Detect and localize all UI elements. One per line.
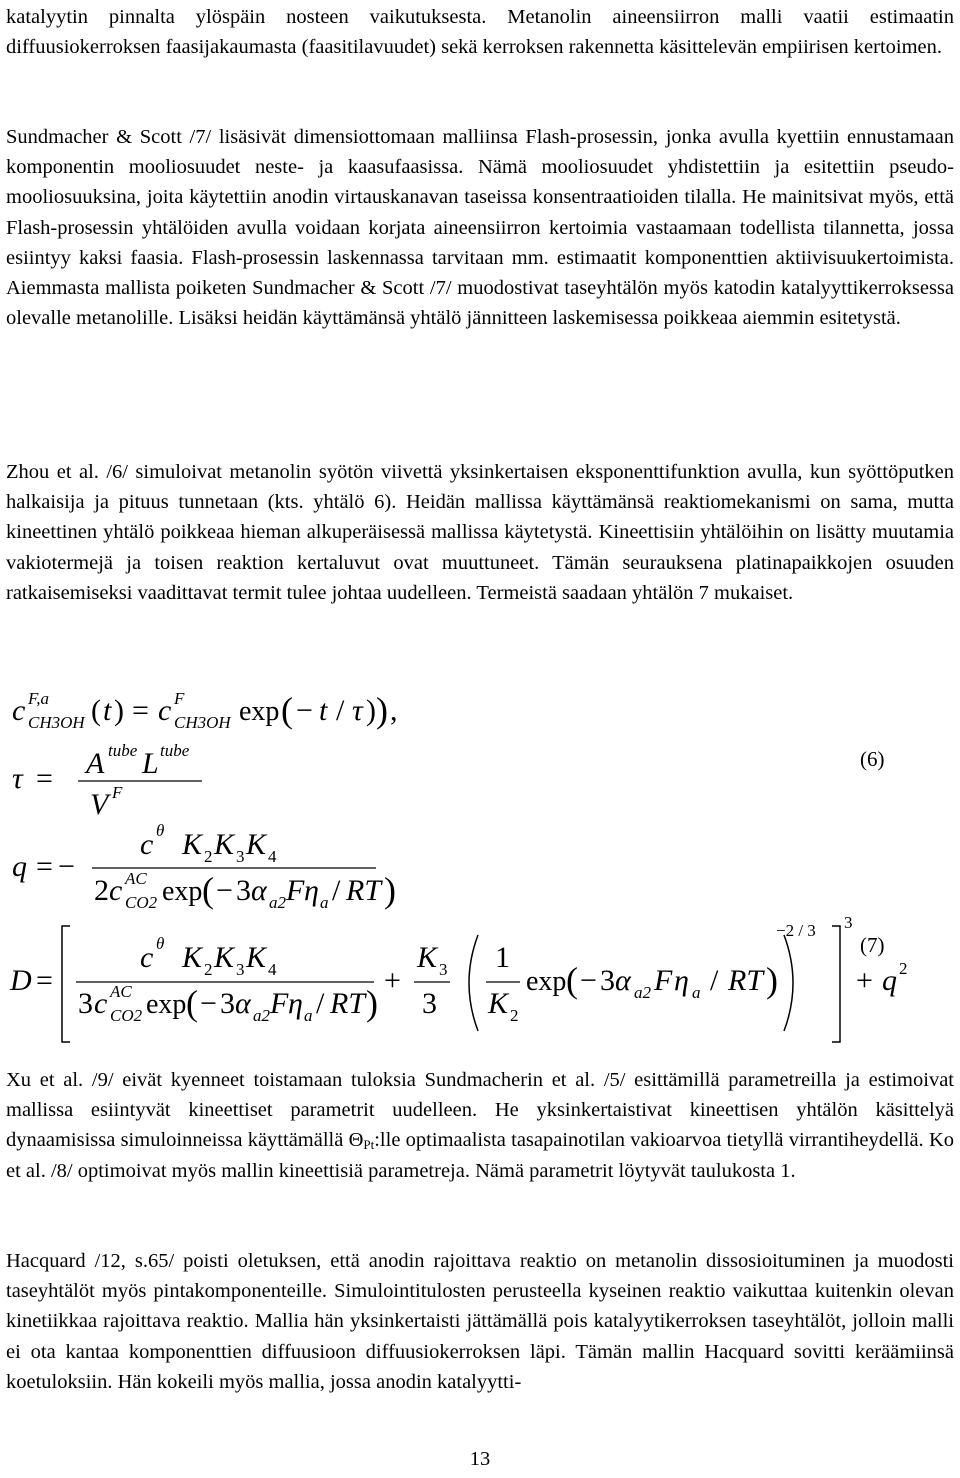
eq7-q-num-c: c: [140, 828, 154, 861]
eq6-number: (6): [860, 747, 885, 771]
eq7-D-K3-den-3: 3: [422, 987, 437, 1020]
eq6-paren-open: (: [91, 694, 101, 727]
eq7-number: (7): [860, 933, 885, 957]
eq7-D-K3-num: K: [417, 941, 438, 974]
eq7-D-K2-den: K: [488, 987, 509, 1020]
eq7-D-num-sub4: 4: [268, 960, 277, 979]
eq7-D-den-sub-a: a: [304, 1006, 313, 1025]
eq7-D-exp2-sub-a: a: [692, 983, 701, 1002]
eq6-equals-2: =: [36, 762, 53, 795]
eq6-L: L: [142, 747, 159, 780]
eq7-q-den-sub-CO2: CO2: [125, 893, 158, 912]
eq7-D-exp2-minus: −: [580, 964, 597, 997]
eq7-D-num-sub3: 3: [236, 960, 245, 979]
eq7-q-equals: =: [36, 850, 53, 883]
equation-7-q: [12, 821, 396, 912]
eq7-q-minus: −: [58, 850, 75, 883]
eq6-slash: /: [336, 694, 345, 727]
eq7-D-den-eta: η: [288, 987, 303, 1020]
eq7-q: q: [12, 850, 27, 883]
eq7-q-den-c: c: [109, 874, 123, 907]
eq6-c-right: c: [158, 694, 172, 727]
eq7-q-den-sup-AC: AC: [125, 869, 147, 888]
eq6-sup-Fa: F,a: [28, 689, 49, 708]
paragraph-4-text-a: Xu et al. /9/ eivät kyenneet toistamaan tuloksia Sundmacherin et al. /5/ esittämillä parametreilla ja estimoivat mallissa esiintyvät kineettiset parametrit uudelleen. He yksinkertaistivat kineettisen yhtälön käsittelyä dynaamisissa simuloinneissa käyttämällä Θ: [6, 1069, 954, 1152]
eq6-t: t: [103, 694, 112, 727]
eq6-exp-paren-close: ): [376, 690, 388, 730]
paragraph-2: Sundmacher & Scott /7/ lisäsivät dimensiottomaan malliinsa Flash-prosessin, jonka avulla kyettiin ennustamaan komponentin mooliosuudet neste- ja kaasufaasissa. Nämä mooliosuudet yhdistettiin ja esitettiin pseudo-mooliosuuksina, joita käytettiin anodin virtauskanavan taseissa konsentraatioiden tilalla. He mainitsivat myös, että Flash-prosessin yhtälöiden avulla voidaan korjata aineensiirron kertoimia vastaamaan todellista tilannetta, jossa esiintyy kaksi faasia. Flash-prosessin laskennassa tarvitaan mm. estimaatit komponenttien aktiivisuukertoimista. Aiemmasta mallista poiketen Sundmacher & Scott /7/ muodostivat taseyhtälön myös katodin katalyyttikerroksessa olevalle metanolille. Lisäksi heidän käyttämänsä yhtälö jännitteen laskemisessa poikkeaa aiemmin esitetystä.: [6, 126, 954, 330]
eq6-c-left: c: [12, 694, 26, 727]
eq7-D-num-K3: K: [214, 941, 235, 974]
eq7-D-den-paren-open: (: [186, 983, 198, 1023]
eq7-D-den-sub-CO2: CO2: [110, 1006, 143, 1025]
eq7-q-den-2: 2: [94, 874, 109, 907]
eq7-D-den-3b: 3: [220, 987, 235, 1020]
eq7-D-exp2-sub-a2: a2: [634, 983, 651, 1002]
eq7-D-exp2-RT: RT: [728, 964, 764, 997]
eq7-q-den-alpha: α: [251, 874, 267, 907]
eq7-q-den-sub-a: a: [320, 893, 329, 912]
eq7-D-exp2-alpha: α: [615, 964, 631, 997]
paragraph-3: Zhou et al. /6/ simuloivat metanolin syötön viivettä yksinkertaisen eksponenttifunktion avulla, kun syöttöputken halkaisija ja pituus tunnetaan (kts. yhtälö 6). Heidän mallissa käyttämänsä reaktiomekanismi on sama, mutta kineettinen yhtälö poikkeaa hieman alkuperäisessä mallissa käytetystä. Kineettisiin yhtälöihin on lisätty muutamia vakiotermejä ja toisen reaktion kertaluvut ovat muuttuneet. Tämän seurauksena platinapaikkojen osuuden ratkaisemiseksi vaadittavat termit tulee johtaa uudelleen. Termeistä saadaan yhtälön 7 mukaiset.: [6, 461, 954, 604]
eq7-q-den-RT: RT: [346, 874, 382, 907]
eq7-D-big-paren-left: [469, 935, 478, 1031]
eq7-D-num-K4: K: [246, 941, 267, 974]
eq6-minus: −: [296, 694, 313, 727]
eq7-D-num-sub2: 2: [204, 960, 213, 979]
eq6-exp-paren-open: (: [281, 690, 293, 730]
eq7-D-bracket-left: [62, 926, 70, 1042]
theta-subscript-pt: Pt: [363, 1137, 375, 1153]
eq6-equals: =: [132, 694, 149, 727]
eq6-sub-ch3oh-right: CH3OH: [174, 713, 231, 732]
eq6-sub-ch3oh-left: CH3OH: [28, 713, 85, 732]
eq7-D-den-sub-a2: a2: [253, 1006, 270, 1025]
eq7-D-K2-sub2: 2: [510, 1006, 519, 1025]
eq7-D-exp2-paren-open: (: [566, 960, 578, 1000]
equation-6: [12, 689, 885, 821]
eq7-D-den-3: 3: [78, 987, 93, 1020]
eq6-tau: τ: [352, 694, 363, 727]
eq6-comma: ,: [390, 694, 398, 727]
eq7-q-num-sub3: 3: [236, 847, 245, 866]
eq7-D-den-c: c: [94, 987, 108, 1020]
eq6-A: A: [86, 747, 105, 780]
eq7-D-den-alpha: α: [235, 987, 251, 1020]
eq6-paren-close-inner: ): [366, 694, 376, 727]
page-number: 13: [469, 1448, 491, 1470]
equations-block: [6, 670, 954, 1045]
eq7-D-exp2: exp: [526, 966, 567, 997]
eq7-D-bracket-right: [832, 926, 840, 1042]
eq7-q-den-slash: /: [332, 874, 341, 907]
eq6-exp: exp: [239, 696, 280, 727]
eq7-q-den-F: F: [286, 874, 305, 907]
eq7-D-den-minus: −: [200, 987, 217, 1020]
eq7-D-big-paren-right: [784, 935, 793, 1031]
eq7-q-num-K4: K: [246, 828, 267, 861]
eq7-D-den-slash: /: [316, 987, 325, 1020]
eq7-q-num-K3: K: [214, 828, 235, 861]
eq7-D-sup-3: 3: [844, 913, 853, 932]
eq6-sup-F-V: F: [112, 783, 123, 802]
eq6-sup-F: F: [174, 689, 185, 708]
eq7-D-q: q: [882, 964, 897, 997]
eq7-D-den-paren-close: ): [366, 983, 378, 1023]
eq7-q-den-paren-open: (: [202, 870, 214, 910]
eq7-D-den-sup-AC: AC: [110, 982, 132, 1001]
eq7-D-den-RT: RT: [330, 987, 366, 1020]
eq6-t2: t: [319, 694, 328, 727]
eq7-D-q-sup2: 2: [899, 959, 908, 978]
eq7-q-den-3: 3: [236, 874, 251, 907]
eq7-q-den-eta: η: [304, 874, 319, 907]
eq7-D-exp2-3: 3: [600, 964, 615, 997]
eq7-q-den-sub-a2: a2: [269, 893, 286, 912]
eq7-D-exp2-paren-close: ): [766, 960, 778, 1000]
eq7-D-den-F: F: [270, 987, 289, 1020]
paragraph-1: katalyytin pinnalta ylöspäin nosteen vaikutuksesta. Metanolin aineensiirron malli vaatii estimaatin diffuusiokerroksen faasijakaumasta (faasitilavuudet) sekä kerroksen rakennetta käsittelevän empiirisen kertoimen.: [6, 6, 954, 59]
eq7-D-den-exp: exp: [146, 989, 187, 1020]
eq7-D-exp2-F: F: [654, 964, 673, 997]
eq6-paren-close: ): [114, 694, 124, 727]
eq7-D-num-c: c: [140, 941, 154, 974]
eq6-tau-left: τ: [12, 762, 23, 795]
paragraph-4-text-b: :lle optimaalista tasapainotilan vakioarvoa tietyllä virrantiheydellä. Ko et al. /8/ optimoivat myös mallin kineettisiä parametreja. Nämä parametrit löytyvät taulukosta 1.: [6, 1129, 954, 1182]
eq7-D-exp2-slash: /: [710, 964, 719, 997]
eq7-D-sup-m23: −2 / 3: [776, 921, 816, 940]
eq7-D-equals: =: [36, 964, 53, 997]
equation-7-D: [9, 913, 908, 1042]
eq7-D-exp2-eta: η: [674, 964, 689, 997]
paragraph-4: [6, 1065, 954, 1186]
eq7-q-num-theta: θ: [156, 821, 165, 840]
eq7-D: D: [10, 964, 32, 997]
eq6-V: V: [90, 788, 109, 821]
eq7-q-num-K2: K: [182, 828, 203, 861]
eq7-D-num-theta: θ: [156, 934, 165, 953]
paragraph-5: Hacquard /12, s.65/ poisti oletuksen, että anodin rajoittava reaktio on metanolin dissosioituminen ja muodosti taseyhtälöt myös pintakomponenteille. Simulointitulosten perusteella kyseinen reaktio vaikuttaa kuitenkin olevan kinetiikkaa rajoittava reaktio. Mallia hän yksinkertaisti jättämällä pois katalyytikerroksen taseyhtälöt, jolloin malli ei ota kantaa komponenttien diffuusioon diffuusiokerroksen läpi. Tämän mallin Hacquard sovitti keräämiinsä koetuloksiin. Hän kokeili myös mallia, jossa anodin katalyytti-: [6, 1250, 954, 1393]
eq7-D-K3-sub3: 3: [439, 960, 448, 979]
eq6-sup-tube-L: tube: [160, 741, 190, 760]
eq7-D-plus: +: [384, 964, 401, 997]
eq7-q-den-minus: −: [216, 874, 233, 907]
eq7-D-one: 1: [495, 941, 510, 974]
eq7-q-den-paren-close: ): [384, 870, 396, 910]
eq7-q-den-exp: exp: [162, 876, 203, 907]
eq7-q-num-sub2: 2: [204, 847, 213, 866]
eq7-q-num-sub4: 4: [268, 847, 277, 866]
eq7-D-plus-q: +: [856, 964, 873, 997]
eq7-D-num-K2: K: [182, 941, 203, 974]
eq6-sup-tube-A: tube: [108, 741, 138, 760]
